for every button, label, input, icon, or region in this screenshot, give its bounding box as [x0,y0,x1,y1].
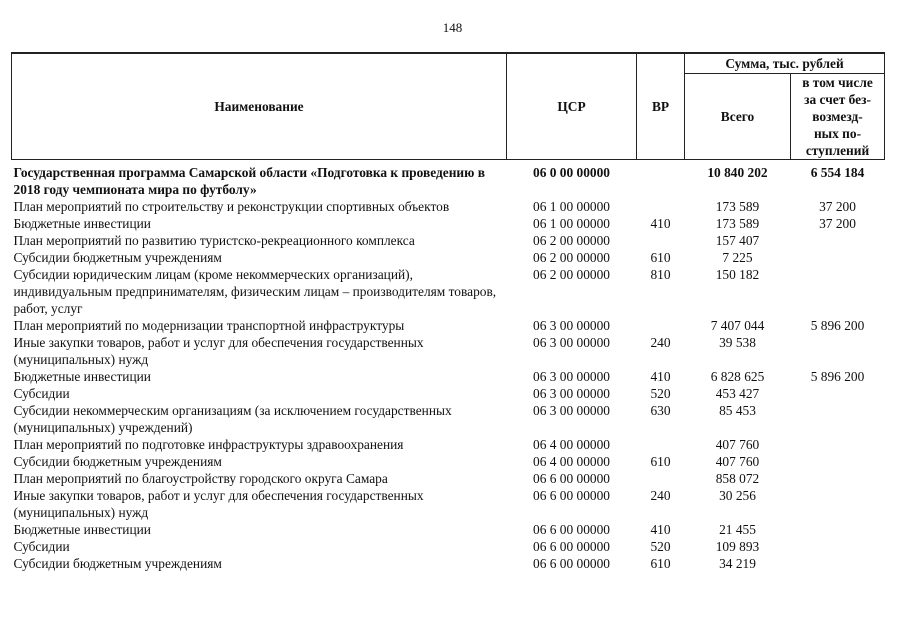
row-grants [791,402,885,436]
row-csr: 06 4 00 00000 [533,454,610,469]
row-total: 173 589 [715,199,760,214]
row-csr: 06 1 00 00000 [533,216,610,231]
table-body [12,160,885,573]
row-name: План мероприятий по строительству и реконструкции спортивных объектов [13,199,450,214]
row-vr: 610 [650,556,671,571]
row-name: План мероприятий по модернизации транспортной инфраструктуры [13,318,405,333]
row-total: 407 760 [715,454,760,469]
row-total: 6 828 625 [710,369,765,384]
budget-table [11,52,885,572]
row-csr: 06 4 00 00000 [533,437,610,452]
table-row [12,385,885,402]
row-grants [791,266,885,317]
table-row [12,249,885,266]
row-total: 157 407 [715,233,760,248]
row-grants [791,334,885,368]
row-vr [637,470,685,487]
row-vr: 520 [650,386,671,401]
row-total: 21 455 [719,522,756,537]
row-csr: 06 6 00 00000 [533,522,610,537]
row-name: Иные закупки товаров, работ и услуг для обеспечения государственных (муниципальных) нужд [13,488,424,520]
row-name: План мероприятий по благоустройству городского округа Самара [13,471,388,486]
row-csr: 06 6 00 00000 [533,471,610,486]
row-grants [791,232,885,249]
row-grants [791,385,885,402]
row-vr [637,436,685,453]
row-vr: 810 [650,267,671,282]
row-grants [791,555,885,572]
page-number: 148 [442,20,463,35]
row-total: 150 182 [715,267,760,282]
row-csr: 06 2 00 00000 [533,233,610,248]
row-vr: 240 [650,488,671,503]
table-row [12,198,885,215]
row-total: 39 538 [719,335,756,350]
row-csr: 06 3 00 00000 [533,386,610,401]
row-total: 30 256 [719,488,756,503]
table-row [12,368,885,385]
table-row [12,453,885,470]
row-csr: 06 2 00 00000 [533,250,610,265]
row-vr: 520 [650,539,671,554]
row-total: 10 840 202 [707,165,768,180]
table-row [12,215,885,232]
row-vr: 410 [650,216,671,231]
row-total: 173 589 [715,216,760,231]
table-row [12,266,885,317]
table-row [12,317,885,334]
row-grants [791,538,885,555]
row-grants: 37 200 [819,216,856,231]
row-name: План мероприятий по развитию туристско-рекреационного комплекса [13,233,415,248]
table-row [12,555,885,572]
row-grants [791,436,885,453]
row-grants [791,487,885,521]
header-total: Всего [685,74,791,160]
table-row [12,334,885,368]
table-row [12,470,885,487]
row-vr: 410 [650,369,671,384]
row-name: Субсидии [13,386,70,401]
row-grants: 37 200 [819,199,856,214]
row-name: Субсидии некоммерческим организациям (за исключением государственных (муниципальных) учреждений) [13,403,452,435]
row-name: Субсидии бюджетным учреждениям [13,556,222,571]
row-name: Бюджетные инвестиции [13,369,151,384]
row-vr: 610 [650,454,671,469]
row-grants [791,470,885,487]
row-total: 858 072 [715,471,760,486]
row-csr: 06 0 00 00000 [533,165,610,180]
header-name: Наименование [12,53,507,160]
row-csr: 06 3 00 00000 [533,403,610,418]
row-name: Субсидии [13,539,70,554]
row-csr: 06 2 00 00000 [533,267,610,282]
row-total: 7 225 [722,250,753,265]
row-vr: 410 [650,522,671,537]
row-csr: 06 1 00 00000 [533,199,610,214]
row-csr: 06 3 00 00000 [533,318,610,333]
row-name: План мероприятий по подготовке инфраструктуры здравоохранения [13,437,404,452]
header-grants: в том числе за счет без- возмезд- ных по- ступлений [791,74,885,160]
table-row [12,232,885,249]
table-row [12,538,885,555]
row-total: 34 219 [719,556,756,571]
row-total: 85 453 [719,403,756,418]
header-csr: ЦСР [507,53,637,160]
row-csr: 06 3 00 00000 [533,335,610,350]
row-grants: 5 896 200 [810,318,865,333]
row-grants [791,453,885,470]
row-vr: 610 [650,250,671,265]
row-csr: 06 6 00 00000 [533,488,610,503]
row-total: 407 760 [715,437,760,452]
row-total: 109 893 [715,539,760,554]
row-vr: 240 [650,335,671,350]
row-vr: 630 [650,403,671,418]
row-name: Субсидии бюджетным учреждениям [13,454,222,469]
row-total: 453 427 [715,386,760,401]
row-vr [637,232,685,249]
row-name: Бюджетные инвестиции [13,522,151,537]
table-row [12,521,885,538]
row-name: Государственная программа Самарской области «Подготовка к проведению в 2018 году чемпионата мира по футболу» [13,165,485,197]
header-vr: ВР [637,53,685,160]
row-vr [637,160,685,199]
row-csr: 06 6 00 00000 [533,539,610,554]
table-row [12,160,885,199]
table-header [12,53,885,160]
row-grants: 5 896 200 [810,369,865,384]
row-grants: 6 554 184 [810,165,865,180]
row-csr: 06 3 00 00000 [533,369,610,384]
row-csr: 06 6 00 00000 [533,556,610,571]
header-sum: Сумма, тыс. рублей [685,53,885,74]
row-grants [791,249,885,266]
row-vr [637,198,685,215]
row-name: Бюджетные инвестиции [13,216,151,231]
table-row [12,487,885,521]
row-total: 7 407 044 [710,318,765,333]
row-name: Иные закупки товаров, работ и услуг для обеспечения государственных (муниципальных) нужд [13,335,424,367]
row-name: Субсидии юридическим лицам (кроме некоммерческих организаций), индивидуальным предпринимателям, физическим лицам – производителям товаров, работ, услуг [13,267,497,316]
table-row [12,402,885,436]
row-name: Субсидии бюджетным учреждениям [13,250,222,265]
row-vr [637,317,685,334]
table-row [12,436,885,453]
row-grants [791,521,885,538]
